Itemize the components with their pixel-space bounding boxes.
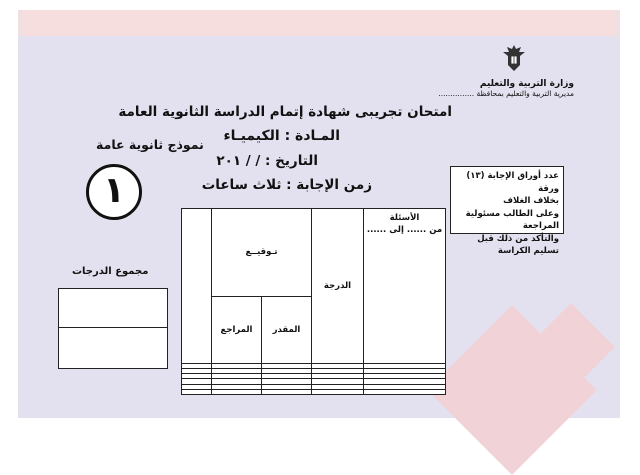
grade-header: الدرجة (312, 209, 364, 364)
questions-range: من ...... إلى ...... (366, 225, 443, 235)
grade-cell[interactable] (182, 389, 212, 394)
ministry-name: وزارة التربية والتعليم (479, 79, 574, 89)
directorate-name: مديرية التربية والتعليم بمحافظة ............... (438, 89, 574, 98)
signature-header: تـوقيــع (212, 209, 312, 297)
corrector-header: المقدر (262, 296, 312, 363)
notice-line: والتأكد من ذلك قبل تسليم الكراسة (477, 233, 559, 256)
blank-header (182, 209, 212, 364)
total-grade-cell[interactable] (59, 328, 167, 366)
reviewer-header: المراجع (212, 296, 262, 363)
grade-rows (182, 364, 446, 395)
total-grades-box (58, 288, 168, 369)
grade-cell[interactable] (212, 389, 262, 394)
eagle-emblem-icon (501, 43, 527, 73)
right-border-line (616, 10, 618, 418)
model-label: نموذج ثانوية عامة (96, 137, 204, 152)
subject-line: المـادة : الكيميـاء (223, 128, 340, 144)
answer-sheets-notice (450, 166, 564, 256)
grade-cell[interactable] (364, 389, 446, 394)
exam-title: امتحان تجريبى شهادة إتمام الدراسة الثانوية العامة (118, 104, 452, 120)
date-line: التاريخ : / / ٢٠١ (216, 153, 318, 169)
model-number-circle: ١ (86, 164, 142, 220)
notice-line: وعلى الطالب مسئولية المراجعة (465, 208, 559, 231)
questions-header-cell (364, 209, 446, 364)
notice-line: عدد أوراق الإجابة (١٣) ورقة (466, 171, 559, 194)
total-grade-cell[interactable] (59, 289, 167, 328)
ministry-header (438, 43, 574, 98)
grades-table (181, 208, 446, 395)
top-band (18, 10, 620, 36)
left-border-line (20, 10, 22, 418)
grade-cell[interactable] (262, 389, 312, 394)
notice-line: بخلاف الغلاف (503, 196, 559, 206)
duration-line: زمن الإجابة : ثلاث ساعات (201, 177, 372, 193)
questions-header: الأسئلة (389, 213, 420, 223)
grade-cell[interactable] (312, 389, 364, 394)
total-grades-label: مجموع الدرجات (72, 266, 149, 277)
table-row (182, 389, 446, 394)
